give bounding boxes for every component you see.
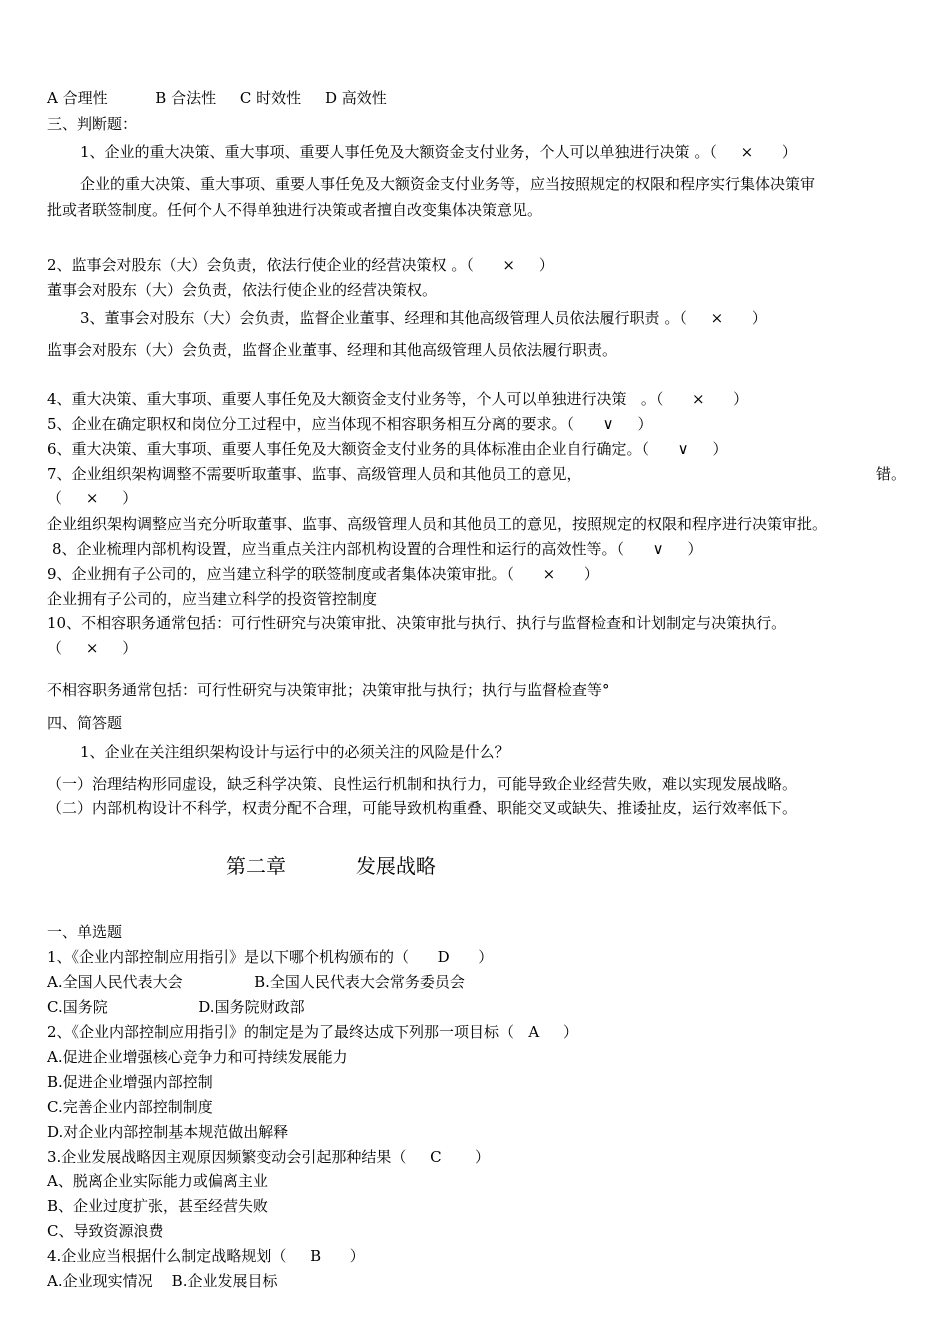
question-item: 1、《企业内部控制应用指引》是以下哪个机构颁布的（ D ） xyxy=(47,948,494,966)
answer-mark: （ × ） xyxy=(47,639,138,657)
answer-text: 批或者联签制度。任何个人不得单独进行决策或者擅自改变集体决策意见。 xyxy=(47,201,543,219)
question-item: 2、监事会对股东（大）会负责，依法行使企业的经营决策权 。（ × ） xyxy=(47,256,554,274)
section-heading: 三、判断题： xyxy=(47,115,138,133)
option-line: D.对企业内部控制基本规范做出解释 xyxy=(47,1123,289,1141)
answer-mark: 错。 xyxy=(876,465,907,483)
option-line: A.企业现实情况 B.企业发展目标 xyxy=(47,1272,278,1290)
option-line: C.完善企业内部控制制度 xyxy=(47,1098,213,1116)
options-line: A 合理性 B 合法性 C 时效性 D 高效性 xyxy=(47,89,387,107)
question-item: 5、企业在确定职权和岗位分工过程中，应当体现不相容职务相互分离的要求。（ ∨ ） xyxy=(47,415,653,433)
option-line: A.促进企业增强核心竞争力和可持续发展能力 xyxy=(47,1048,348,1066)
option-line: B、企业过度扩张，甚至经营失败 xyxy=(47,1197,269,1215)
chapter-title: 第二章 发展战略 xyxy=(226,854,436,878)
question-item: 6、重大决策、重大事项、重要人事任免及大额资金支付业务的具体标准由企业自行确定。（ ∨ ） xyxy=(47,440,728,458)
option-line: A.全国人民代表大会 B.全国人民代表大会常务委员会 xyxy=(47,973,465,991)
question-item: 3.企业发展战略因主观原因频繁变动会引起那种结果（ C ） xyxy=(47,1148,491,1166)
answer-text: 企业组织架构调整应当充分听取董事、监事、高级管理人员和其他员工的意见，按照规定的权限和程序进行决策审批。 xyxy=(47,515,828,533)
answer-text: 企业拥有子公司的，应当建立科学的投资管控制度 xyxy=(47,590,378,608)
answer-text: （二）内部机构设计不科学，权责分配不合理，可能导致机构重叠、职能交叉或缺失、推诿扯皮，运行效率低下。 xyxy=(47,799,798,817)
answer-text: 企业的重大决策、重大事项、重要人事任免及大额资金支付业务等，应当按照规定的权限和程序实行集体决策审 xyxy=(80,175,816,193)
section-heading: 一、单选题 xyxy=(47,923,123,941)
answer-mark: （ × ） xyxy=(47,489,138,507)
question-item: 1、企业的重大决策、重大事项、重要人事任免及大额资金支付业务，个人可以单独进行决策 。（ × ） xyxy=(80,143,797,161)
option-line: A、脱离企业实际能力或偏离主业 xyxy=(47,1172,268,1190)
answer-text: 不相容职务通常包括：可行性研究与决策审批；决策审批与执行；执行与监督检查等° xyxy=(47,681,610,699)
question-item: 3、董事会对股东（大）会负责，监督企业董事、经理和其他高级管理人员依法履行职责 。（ × ） xyxy=(80,309,767,327)
answer-text: 监事会对股东（大）会负责，监督企业董事、经理和其他高级管理人员依法履行职责。 xyxy=(47,341,618,359)
question-item: 1、企业在关注组织架构设计与运行中的必须关注的风险是什么？ xyxy=(80,743,510,761)
option-line: C、导致资源浪费 xyxy=(47,1222,164,1240)
option-line: C.国务院 D.国务院财政部 xyxy=(47,998,305,1016)
question-item: 4.企业应当根据什么制定战略规划（ B ） xyxy=(47,1247,365,1265)
section-heading: 四、简答题 xyxy=(47,714,123,732)
question-item: 10、不相容职务通常包括：可行性研究与决策审批、决策审批与执行、执行与监督检查和计划制定与决策执行。 xyxy=(47,614,787,632)
option-line: B.促进企业增强内部控制 xyxy=(47,1073,213,1091)
answer-text: （一）治理结构形同虚设，缺乏科学决策、良性运行机制和执行力，可能导致企业经营失败，难以实现发展战略。 xyxy=(47,775,798,793)
question-item: 8、企业梳理内部机构设置，应当重点关注内部机构设置的合理性和运行的高效性等。（ ∨ ） xyxy=(52,540,703,558)
answer-text: 董事会对股东（大）会负责，依法行使企业的经营决策权。 xyxy=(47,281,438,299)
question-item: 7、企业组织架构调整不需要听取董事、监事、高级管理人员和其他员工的意见， xyxy=(47,465,582,483)
question-item: 4、重大决策、重大事项、重要人事任免及大额资金支付业务等，个人可以单独进行决策 。（ × ） xyxy=(47,390,749,408)
question-item: 2、《企业内部控制应用指引》的制定是为了最终达成下列那一项目标（ A ） xyxy=(47,1023,579,1041)
question-item: 9、企业拥有子公司的，应当建立科学的联签制度或者集体决策审批。（ × ） xyxy=(47,565,599,583)
